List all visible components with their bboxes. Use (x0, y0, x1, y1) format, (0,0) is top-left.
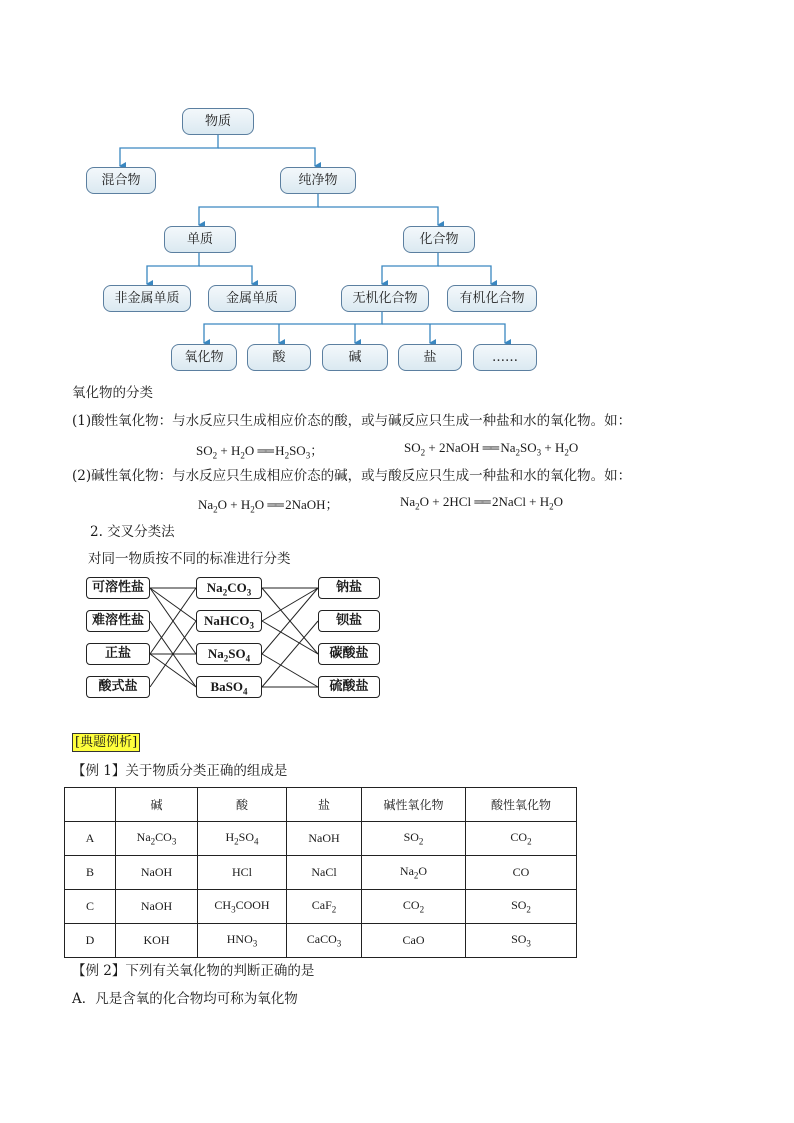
table-header-cell: 碱性氧化物 (362, 788, 466, 822)
cross-mid-baso4: BaSO$_4$ (196, 676, 262, 698)
equation-na2o-water: $Na_2O + H_2O$ ══ 2NaOH； (198, 497, 339, 515)
table-cell: CaO (362, 924, 466, 958)
example-1-question: 【例 1】关于物质分类正确的组成是 (72, 763, 288, 779)
example-2-question: 【例 2】下列有关氧化物的判断正确的是 (72, 963, 315, 979)
cross-mid-na2so4: $Na_2SO_4$ (196, 643, 262, 665)
cross-left-insoluble-salt: 难溶性盐 (86, 610, 150, 632)
cross-right-sodium-salt: 钠盐 (318, 577, 380, 599)
acidic-oxide-definition: (1)酸性氧化物：与水反应只生成相应价态的酸，或与碱反应只生成一种盐和水的氧化物。如： (72, 413, 632, 429)
cross-mid-nahco3: NaHCO$_3$ (196, 610, 262, 632)
node-element: 单质 (164, 226, 236, 253)
cross-left-soluble-salt: 可溶性盐 (86, 577, 150, 599)
cross-classification-heading: 2. 交叉分类法 (90, 524, 175, 540)
row-label: C (65, 890, 116, 924)
node-base: 碱 (322, 344, 388, 371)
table-cell: $Na_2O$ (362, 856, 466, 890)
table-row (65, 822, 577, 856)
node-mixture: 混合物 (86, 167, 156, 194)
table-cell: KOH (116, 924, 198, 958)
node-inorganic-compound: 无机化合物 (341, 285, 429, 312)
node-organic-compound: 有机化合物 (447, 285, 537, 312)
table-header-row (65, 788, 577, 822)
example-analysis-tag: [典题例析] (72, 733, 140, 752)
oxide-classification-title: 氧化物的分类 (72, 385, 153, 401)
table-cell: CaF$_2$ (287, 890, 362, 924)
cross-left-normal-salt: 正盐 (86, 643, 150, 665)
table-cell: HCl (198, 856, 287, 890)
table-cell: $SO_3$ (466, 924, 577, 958)
node-metal-element: 金属单质 (208, 285, 296, 312)
node-acid: 酸 (247, 344, 311, 371)
table-cell: NaCl (287, 856, 362, 890)
cross-right-sulfate: 硫酸盐 (318, 676, 380, 698)
node-compound: 化合物 (403, 226, 475, 253)
row-label: D (65, 924, 116, 958)
node-substance: 物质 (182, 108, 254, 135)
table-header-cell: 碱 (116, 788, 198, 822)
cross-classification-description: 对同一物质按不同的标准进行分类 (88, 551, 291, 567)
cross-left-acid-salt: 酸式盐 (86, 676, 150, 698)
table-cell: $Na_2CO_3$ (116, 822, 198, 856)
table-cell: $H_2SO_4$ (198, 822, 287, 856)
equation-na2o-hcl: $Na_2O + 2HCl$ ══ 2NaCl + $H_2O$ (400, 494, 564, 512)
table-cell: $CH_3COOH$ (198, 890, 287, 924)
table-header-cell (65, 788, 116, 822)
node-oxide: 氧化物 (171, 344, 237, 371)
cross-right-barium-salt: 钡盐 (318, 610, 380, 632)
table-row (65, 924, 577, 958)
equation-so2-naoh: $SO_2$ + 2NaOH ══ $Na_2SO_3 + H_2O$ (404, 440, 579, 458)
table-row (65, 890, 577, 924)
table-header-cell: 盐 (287, 788, 362, 822)
table-cell: CO (466, 856, 577, 890)
table-cell: NaOH (287, 822, 362, 856)
node-pure-substance: 纯净物 (280, 167, 356, 194)
table-cell: $CO_2$ (466, 822, 577, 856)
node-nonmetal-element: 非金属单质 (103, 285, 191, 312)
cross-right-carbonate: 碳酸盐 (318, 643, 380, 665)
row-label: B (65, 856, 116, 890)
table-row (65, 856, 577, 890)
table-cell: NaOH (116, 890, 198, 924)
table-cell: $CO_2$ (362, 890, 466, 924)
basic-oxide-definition: (2)碱性氧化物：与水反应只生成相应价态的碱，或与酸反应只生成一种盐和水的氧化物。如： (72, 468, 632, 484)
table-header-cell: 酸 (198, 788, 287, 822)
table-cell: CaCO$_3$ (287, 924, 362, 958)
cross-mid-na2co3: $Na_2CO_3$ (196, 577, 262, 599)
node-salt: 盐 (398, 344, 462, 371)
table-cell: $SO_2$ (466, 890, 577, 924)
node-ellipsis: …… (473, 344, 537, 371)
table-cell: NaOH (116, 856, 198, 890)
equation-so2-water: $SO_2 + H_2O$ ══ $H_2SO_3$； (196, 443, 324, 461)
example-2-option-a: A．凡是含氧的化合物均可称为氧化物 (72, 991, 298, 1007)
table-cell: $HNO_3$ (198, 924, 287, 958)
table-header-cell: 酸性氧化物 (466, 788, 577, 822)
row-label: A (65, 822, 116, 856)
table-cell: $SO_2$ (362, 822, 466, 856)
classification-table (64, 787, 577, 958)
